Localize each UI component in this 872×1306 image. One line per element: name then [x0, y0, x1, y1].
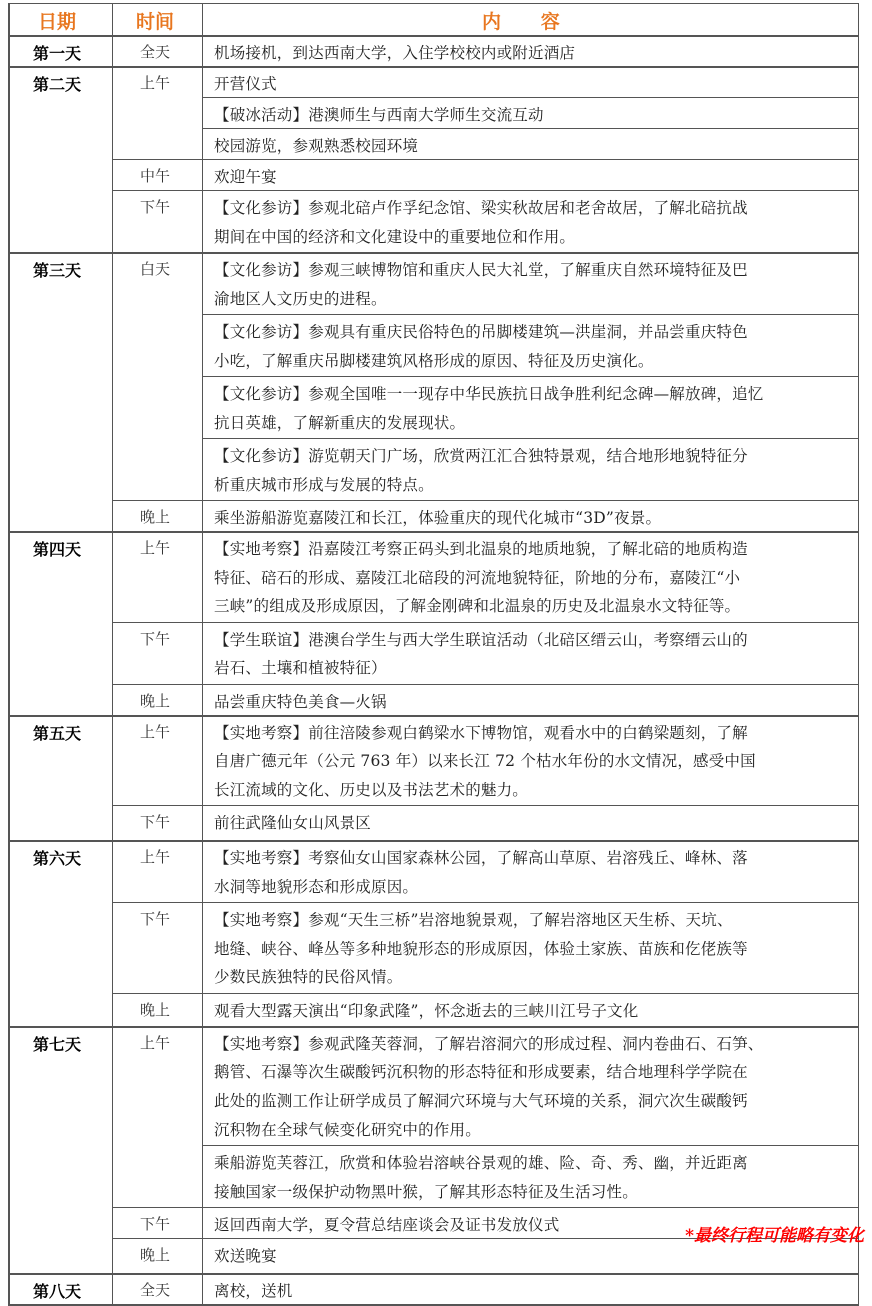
content-line: 【文化参访】参观具有重庆民俗特色的吊脚楼建筑—洪崖洞，并品尝重庆特色: [214, 323, 748, 341]
content-line: 接触国家一级保护动物黑叶猴，了解其形态特征及生活习性。: [214, 1182, 638, 1201]
grid-vline: [8, 3, 10, 1306]
grid-hline: [8, 35, 858, 37]
grid-vline: [112, 35, 113, 66]
day-label: 第八天: [33, 1282, 82, 1301]
content-line: 观看大型露天演出“印象武隆”，怀念逝去的三峡川江号子文化: [214, 1001, 639, 1020]
content-line: 【学生联谊】港澳台学生与西大学生联谊活动（北碚区缙云山，考察缙云山的: [214, 630, 748, 649]
content-line: 长江流域的文化、历史以及书法艺术的魅力。: [214, 780, 529, 799]
grid-hline: [8, 715, 858, 717]
content-line: 前往武隆仙女山风景区: [214, 814, 372, 833]
grid-vline: [858, 3, 859, 1306]
grid-hline: [202, 128, 858, 129]
header-content: 内 容: [482, 11, 560, 33]
content-line: 欢送晚宴: [214, 1247, 277, 1265]
content-line: 【实地考察】考察仙女山国家森林公园，了解高山草原、岩溶残丘、峰林、落: [214, 849, 748, 868]
content-line: 特征、碚石的形成、嘉陵江北碚段的河流地貌特征，阶地的分布，嘉陵江“小: [214, 568, 741, 587]
grid-vline: [202, 35, 203, 66]
grid-vline: [112, 3, 113, 35]
content-line: 三峡”的组成及形成原因，了解金刚碑和北温泉的历史及北温泉水文特征等。: [214, 597, 741, 616]
grid-vline: [112, 715, 113, 841]
day-label: 第五天: [33, 723, 82, 743]
grid-vline: [202, 1273, 203, 1304]
content-line: 返回西南大学，夏令营总结座谈会及证书发放仪式: [214, 1216, 560, 1234]
content-line: 此处的监测工作让研学成员了解洞穴环境与大气环境的关系，洞穴次生碳酸钙: [214, 1092, 748, 1110]
content-line: 沉积物在全球气候变化研究中的作用。: [214, 1120, 481, 1139]
grid-vline: [202, 3, 203, 35]
grid-hline: [8, 840, 858, 842]
content-line: 【实地考察】前往涪陵参观白鹤梁水下博物馆，观看水中的白鹤梁题刻，了解: [214, 723, 748, 742]
content-line: 【实地考察】参观“天生三桥”岩溶地貌景观，了解岩溶地区天生桥、天坑、: [214, 911, 733, 930]
content-line: 少数民族独特的民俗风情。: [214, 968, 403, 987]
grid-hline: [202, 1145, 858, 1146]
day-label: 第一天: [33, 44, 82, 63]
grid-hline: [112, 684, 858, 685]
grid-vline: [202, 715, 203, 841]
grid-vline: [112, 252, 113, 531]
grid-hline: [202, 438, 858, 439]
content-line: 开营仪式: [214, 75, 277, 93]
content-line: 【文化参访】参观三峡博物馆和重庆人民大礼堂，了解重庆自然环境特征及巴: [214, 261, 748, 279]
grid-hline: [202, 376, 858, 377]
content-line: 离校，送机: [214, 1282, 293, 1300]
time-label: 中午: [140, 167, 171, 185]
grid-hline: [112, 159, 858, 160]
content-line: 抗日英雄，了解新重庆的发展现状。: [214, 413, 466, 432]
day-label: 第三天: [33, 261, 82, 280]
content-line: 【文化参访】参观全国唯一一现存中华民族抗日战争胜利纪念碑—解放碑，追忆: [214, 385, 764, 403]
grid-hline: [112, 1207, 858, 1208]
content-line: 小吃，了解重庆吊脚楼建筑风格形成的原因、特征及历史演化。: [214, 351, 654, 370]
header-date: 日期: [38, 11, 77, 33]
time-label: 下午: [140, 629, 171, 648]
content-line: 【文化参访】游览朝天门广场，欣赏两江汇合独特景观，结合地形地貌特征分: [214, 447, 748, 465]
day-label: 第二天: [33, 75, 82, 94]
content-line: 欢迎午宴: [214, 168, 277, 186]
grid-hline: [8, 1026, 858, 1028]
time-label: 晚上: [140, 1246, 171, 1264]
content-line: 期间在中国的经济和文化建设中的重要地位和作用。: [214, 227, 576, 246]
grid-vline: [112, 531, 113, 715]
content-line: 自唐广德元年（公元 763 年）以来长江 72 个枯水年份的水文情况，感受中国: [214, 752, 756, 771]
grid-hline: [112, 993, 858, 994]
content-line: 【实地考察】沿嘉陵江考察正码头到北温泉的地质地貌，了解北碚的地质构造: [214, 540, 748, 558]
content-line: 鹅管、石瀑等次生碳酸钙沉积物的形态特征和形成要素，结合地理科学学院在: [214, 1063, 748, 1082]
time-label: 上午: [140, 848, 171, 867]
time-label: 上午: [140, 74, 171, 92]
grid-vline: [112, 66, 113, 252]
grid-vline: [112, 840, 113, 1026]
content-line: 渝地区人文历史的进程。: [214, 289, 387, 308]
grid-hline: [202, 97, 858, 98]
day-label: 第四天: [33, 540, 82, 559]
time-label: 晚上: [140, 508, 171, 526]
content-line: 乘船游览芙蓉江，欣赏和体验岩溶峡谷景观的雄、险、奇、秀、幽，并近距离: [214, 1154, 748, 1172]
time-label: 晚上: [140, 1000, 171, 1019]
grid-hline: [8, 252, 858, 254]
grid-hline: [112, 622, 858, 623]
content-line: 乘坐游船游览嘉陵江和长江，体验重庆的现代化城市“3D”夜景。: [214, 509, 662, 527]
grid-hline: [202, 314, 858, 315]
grid-vline: [202, 531, 203, 715]
content-line: 机场接机，到达西南大学，入住学校校内或附近酒店: [214, 44, 576, 62]
grid-hline: [8, 3, 858, 4]
time-label: 下午: [140, 910, 171, 929]
grid-vline: [112, 1273, 113, 1304]
content-line: 【文化参访】参观北碚卢作孚纪念馆、梁实秋故居和老舍故居，了解北碚抗战: [214, 199, 748, 217]
content-line: 水洞等地貌形态和形成原因。: [214, 877, 419, 896]
grid-hline: [8, 1273, 858, 1275]
time-label: 下午: [140, 813, 171, 832]
time-label: 白天: [140, 260, 171, 278]
content-line: 岩石、土壤和植被特征）: [214, 659, 387, 678]
content-line: 地缝、峡谷、峰丛等多种地貌形态的形成原因，体验土家族、苗族和仡佬族等: [214, 939, 748, 958]
time-label: 晚上: [140, 691, 171, 710]
grid-hline: [112, 805, 858, 806]
grid-hline: [112, 902, 858, 903]
day-label: 第六天: [33, 849, 82, 869]
grid-hline: [8, 66, 858, 68]
header-time: 时间: [136, 11, 175, 33]
time-label: 下午: [140, 198, 171, 216]
grid-hline: [8, 531, 858, 533]
time-label: 全天: [140, 1281, 171, 1299]
grid-vline: [202, 252, 203, 531]
content-line: 析重庆城市形成与发展的特点。: [214, 475, 434, 494]
grid-vline: [202, 840, 203, 1026]
grid-hline: [112, 190, 858, 191]
time-label: 下午: [140, 1215, 171, 1233]
content-line: 【破冰活动】港澳师生与西南大学师生交流互动: [214, 106, 544, 124]
content-line: 校园游览，参观熟悉校园环境: [214, 137, 419, 155]
time-label: 上午: [140, 1033, 171, 1052]
grid-hline: [112, 500, 858, 501]
time-label: 上午: [140, 722, 171, 741]
grid-vline: [202, 1026, 203, 1273]
grid-vline: [112, 1026, 113, 1273]
day-label: 第七天: [33, 1034, 82, 1054]
time-label: 全天: [140, 43, 171, 61]
time-label: 上午: [140, 539, 171, 557]
footer-note: *最终行程可能略有变化: [685, 1226, 864, 1246]
content-line: 【实地考察】参观武隆芙蓉洞，了解岩溶洞穴的形成过程、洞内卷曲石、石笋、: [214, 1034, 764, 1053]
grid-vline: [202, 66, 203, 252]
content-line: 品尝重庆特色美食—火锅: [214, 692, 387, 711]
